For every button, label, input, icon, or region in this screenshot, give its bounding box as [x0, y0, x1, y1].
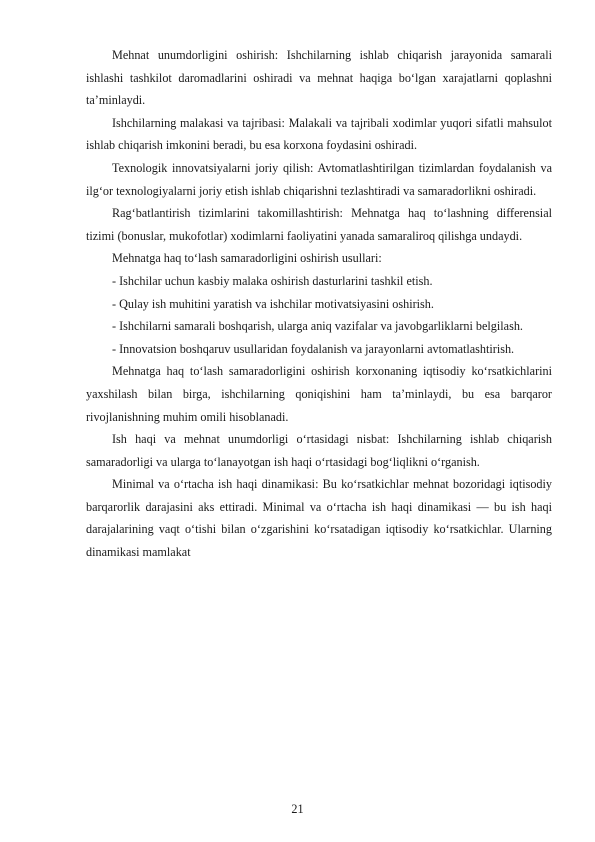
paragraph-wage-productivity-ratio: Ish haqi va mehnat unumdorligi o‘rtasidagi nisbat: Ishchilarning ishlab chiqarish samaradorligi va ularga to‘lanayotgan ish haqi o‘rtasidagi bog‘liqlikni o‘rganish.: [86, 432, 552, 469]
paragraph-efficiency-summary: Mehnatga haq to‘lash samaradorligini oshirish korxonaning iqtisodiy ko‘rsatkichlarini yaxshilash bilan birga, ishchilarning qoniqishini ham ta’minlaydi, bu esa barqaror rivojlanishning muhim omili hisoblanadi.: [86, 364, 552, 424]
page-body: [86, 44, 552, 564]
list-item-effective-management: - Ishchilarni samarali boshqarish, ularga aniq vazifalar va javobgarliklarni belgilash.: [112, 319, 523, 334]
page-number: 21: [291, 802, 304, 816]
list-item-innovative-management: - Innovatsion boshqaruv usullaridan foydalanish va jarayonlarni avtomatlashtirish.: [112, 341, 515, 356]
list-item-work-environment: - Qulay ish muhitini yaratish va ishchilar motivatsiyasini oshirish.: [112, 296, 434, 311]
list-item-training-programs: - Ishchilar uchun kasbiy malaka oshirish dasturlarini tashkil etish.: [112, 273, 433, 288]
paragraph-wage-dynamics: Minimal va o‘rtacha ish haqi dinamikasi: Bu ko‘rsatkichlar mehnat bozoridagi iqtisodiy barqarorlik darajasini aks ettiradi. Minimal va o‘rtacha ish haqi dinamikasi — bu ish haqi darajalarining vaqt o‘tishi bilan o‘zgarishini ko‘rsatadigan iqtisodiy ko‘rsatkichlar. Ularning dinamikasi mamlakat: [86, 477, 552, 560]
paragraph-technological-innovation: Texnologik innovatsiyalarni joriy qilish: Avtomatlashtirilgan tizimlardan foydalanish va ilg‘or texnologiyalarni joriy etish ishlab chiqarishni tezlashtiradi va samaradorlikni oshiradi.: [86, 160, 552, 198]
paragraph-methods-heading: Mehnatga haq to‘lash samaradorligini oshirish usullari:: [112, 251, 382, 266]
paragraph-worker-qualification: Ishchilarning malakasi va tajribasi: Malakali va tajribali xodimlar yuqori sifatli mahsulot ishlab chiqarish imkonini beradi, bu esa korxona foydasini oshiradi.: [86, 115, 552, 153]
paragraph-labor-productivity: Mehnat unumdorligini oshirish: Ishchilarning ishlab chiqarish jarayonida samarali ishlashi tashkilot daromadlarini oshiradi va mehnat haqiga bo‘lgan xarajatlarni qoplashni ta’minlaydi.: [86, 48, 552, 108]
paragraph-incentive-systems: Rag‘batlantirish tizimlarini takomillashtirish: Mehnatga haq to‘lashning differensial tizimi (bonuslar, mukofotlar) xodimlarni faoliyatini yanada samaraliroq qilishga undaydi.: [86, 206, 552, 243]
